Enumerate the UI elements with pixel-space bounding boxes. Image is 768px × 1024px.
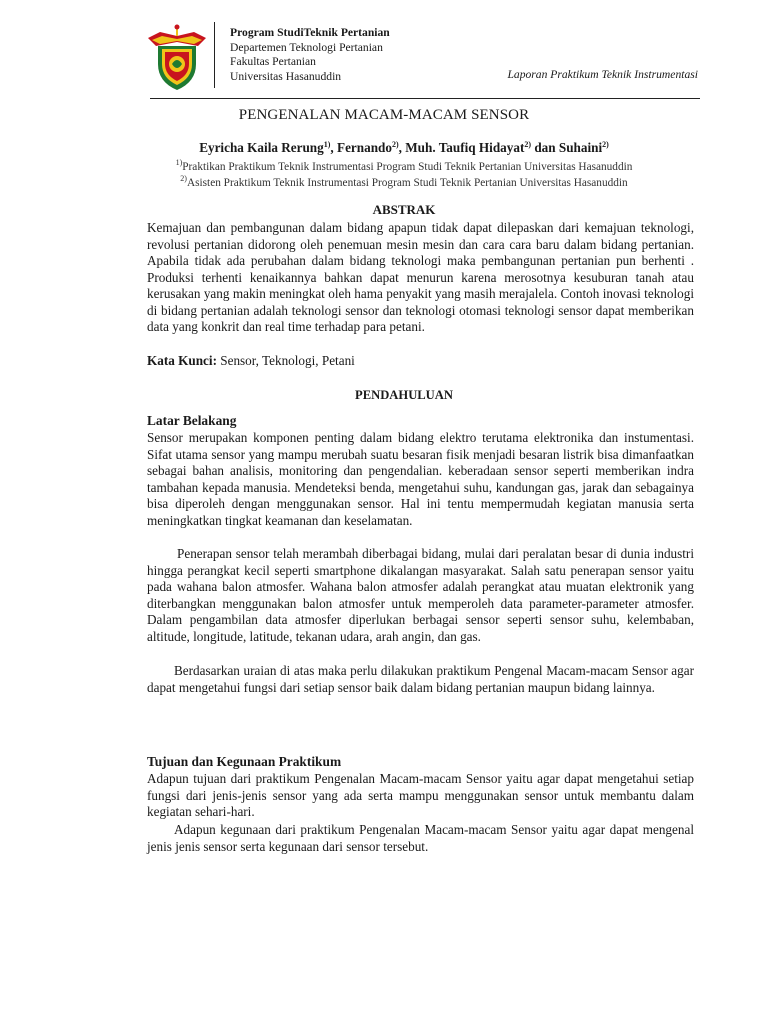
abstract-heading: ABSTRAK xyxy=(372,202,436,217)
keywords-label: Kata Kunci: xyxy=(147,353,217,368)
background-paragraph-2: Penerapan sensor telah merambah diberbagai bidang, mulai dari peralatan besar di dunia industri hingga perangkat kecil seperti smartphone dikalangan masyarakat. Salah satu penerapan sensor yaitu pada wahana balon atmosfer. Wahana balon atmosfer adalah perangkat atau muatan elektronik yang diterbangkan menggunakan balon atmosfer untuk memperoleh data parameter-parameter atmosfer. Dalam pengambilan data atmosfer diperlukan berbagai sensor seperti sensor suhu, kelembaban, altitude, longitude, latitude, tekanan udara, arah angin, dan gas. xyxy=(147,546,694,644)
abstract-text: Kemajuan dan pembangunan dalam bidang apapun tidak dapat dilepaskan dari kemajuan teknologi, revolusi pertanian didorong oleh penemuan mesin mesin dan cara cara baru dalam bidang pertanian. Apabila tidak ada perubahan dalam bidang teknologi maka pembangunan pertanian pun berhenti . Produksi terhenti kenaikannya bahkan dapat menurun karena merosotnya kesuburan tanah atau kerusakan yang makin meningkat oleh hama penyakit yang masih merajalela. Contoh inovasi teknologi di bidang pertanian adalah teknologi sensor dan teknologi otomasi teknologi sensor dapat memberikan data yang konkrit dan real time terhadap para petani. xyxy=(147,220,694,334)
background-heading: Latar Belakang xyxy=(147,413,237,428)
author-separator: dan xyxy=(531,140,559,155)
author-name: Eyricha Kaila Rerung xyxy=(199,140,324,155)
program-name: Program StudiTeknik Pertanian xyxy=(230,26,390,39)
purpose-heading: Tujuan dan Kegunaan Praktikum xyxy=(147,754,342,769)
affiliation-1 xyxy=(0,158,768,173)
author-affiliation-mark: 2) xyxy=(391,140,399,149)
author-name: Muh. Taufiq Hidayat xyxy=(405,140,525,155)
university-crest-icon xyxy=(146,24,208,92)
keywords-line xyxy=(147,353,355,369)
university-name: Universitas Hasanuddin xyxy=(230,69,342,83)
author-affiliation-mark: 2) xyxy=(602,140,609,149)
author-affiliation-mark: 1) xyxy=(323,140,331,149)
header-divider-vertical xyxy=(214,22,215,88)
author-affiliation-mark: 2) xyxy=(524,140,532,149)
header-divider xyxy=(150,98,700,99)
affiliation-text: Asisten Praktikum Teknik Instrumentasi Program Studi Teknik Pertanian Universitas Hasanuddin xyxy=(186,177,628,189)
institution-block xyxy=(230,26,390,84)
affiliation-text: Praktikan Praktikum Teknik Instrumentasi Program Studi Teknik Pertanian Universitas Hasanuddin xyxy=(182,161,633,173)
background-paragraph-1: Sensor merupakan komponen penting dalam bidang elektro terutama elektronika dan instumentasi. Sifat utama sensor yang mampu merubah suatu besaran fisik menjadi besaran listrik bisa dimanfaatkan sebagai bahan analisis, monitoring dan pengendalian. keberadaan sensor seperti memberikan indra tambahan kepada manusia. Mendeteksi benda, mengetahui suhu, kandungan gas, jarak dan sebagainya bisa diperoleh dengan menggunakan sensor. Hal ini tentu mempermudah kegiatan manusia serta meningkatkan tingkat keamanan dan keselamatan. xyxy=(147,430,694,528)
keywords-text: Sensor, Teknologi, Petani xyxy=(216,353,355,368)
purpose-paragraph-1: Adapun tujuan dari praktikum Pengenalan Macam-macam Sensor yaitu agar dapat mengetahui setiap fungsi dari jenis-jenis sensor yang ada serta mampu menggunakan sensor untuk membantu dalam kegiatan sehari-hari. xyxy=(147,771,694,819)
affiliation-mark: 2) xyxy=(180,174,187,183)
author-line xyxy=(0,140,768,156)
department-name: Departemen Teknologi Pertanian xyxy=(230,40,383,54)
affiliation-mark: 1) xyxy=(175,158,183,167)
report-label: Laporan Praktikum Teknik Instrumentasi xyxy=(507,68,698,81)
affiliation-2 xyxy=(0,174,768,189)
document-header xyxy=(140,22,700,94)
background-paragraph-3: Berdasarkan uraian di atas maka perlu dilakukan praktikum Pengenal Macam-macam Sensor agar dapat mengetahui fungsi dari setiap sensor baik dalam bidang pertanian maupun bidang lainnya. xyxy=(147,663,694,695)
author-separator: , xyxy=(398,140,406,155)
author-name: Suhaini xyxy=(558,140,603,155)
author-separator: , xyxy=(330,140,338,155)
faculty-name: Fakultas Pertanian xyxy=(230,55,316,69)
introduction-heading: PENDAHULUAN xyxy=(355,388,453,402)
purpose-paragraph-2: Adapun kegunaan dari praktikum Pengenalan Macam-macam Sensor yaitu agar dapat mengenal jenis jenis sensor serta kegunaan dari sensor tersebut. xyxy=(147,822,694,854)
document-title: PENGENALAN MACAM-MACAM SENSOR xyxy=(238,107,530,123)
author-name: Fernando xyxy=(337,140,392,155)
